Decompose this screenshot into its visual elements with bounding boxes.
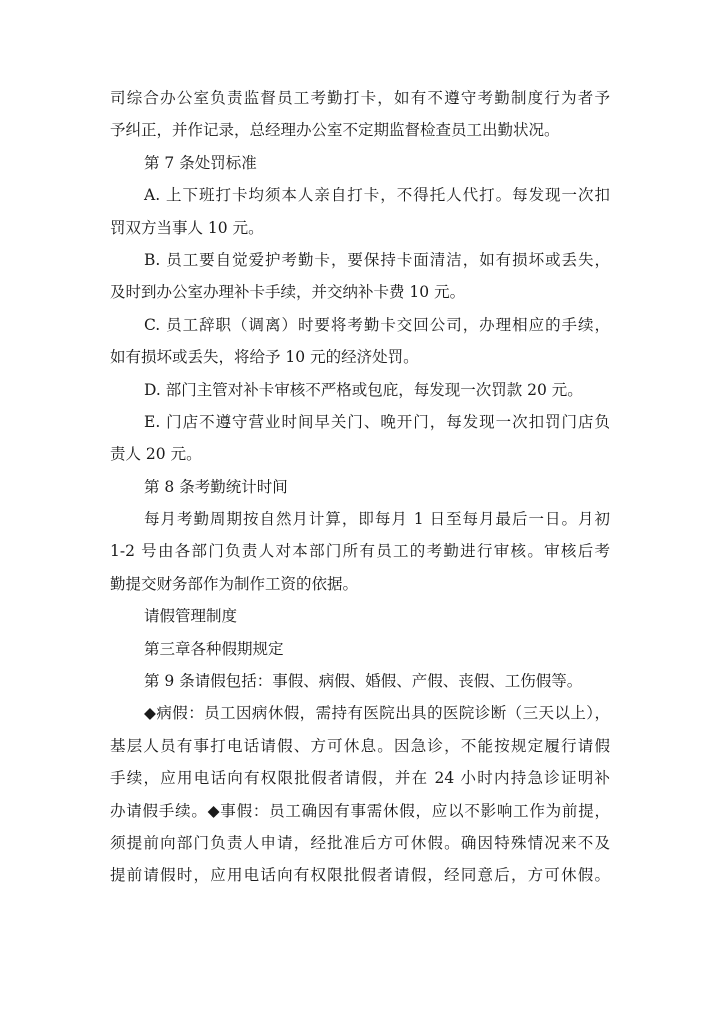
body-line: 罚双方当事人 10 元。 [110, 218, 264, 237]
body-line: 基层人员有事打电话请假、方可休息。因急诊，不能按规定履行请假 [110, 736, 610, 755]
body-line: A. 上下班打卡均须本人亲自打卡，不得托人代打。每发现一次扣 [144, 186, 610, 205]
body-line: C. 员工辞职（调离）时要将考勤卡交回公司，办理相应的手续， [144, 315, 610, 334]
section-heading: 第 7 条处罚标准 [144, 153, 257, 172]
body-line: 司综合办公室负责监督员工考勤打卡，如有不遵守考勤制度行为者予 [110, 89, 610, 107]
body-line: 予纠正，并作记录，总经理办公室不定期监督检查员工出勤状况。 [110, 121, 560, 140]
section-heading: 第 8 条考勤统计时间 [144, 477, 288, 496]
chapter-heading: 第三章各种假期规定 [144, 639, 284, 658]
body-line: 手续，应用电话向有权限批假者请假，并在 24 小时内持急诊证明补 [110, 769, 610, 788]
document-body [110, 82, 610, 892]
section-heading: 请假管理制度 [144, 607, 238, 626]
body-line: B. 员工要自觉爱护考勤卡，要保持卡面清洁，如有损坏或丢失， [144, 250, 610, 269]
body-line: E. 门店不遵守营业时间早关门、晚开门，每发现一次扣罚门店负 [144, 412, 610, 431]
body-line: 每月考勤周期按自然月计算，即每月 1 日至每月最后一日。月初 [144, 510, 610, 529]
body-line: 第 9 条请假包括：事假、病假、婚假、产假、丧假、工伤假等。 [144, 672, 583, 691]
body-line: 办请假手续。◆事假：员工确因有事需休假，应以不影响工作为前提， [110, 801, 610, 820]
body-line: 如有损坏或丢失，将给予 10 元的经济处罚。 [110, 348, 419, 367]
body-line: 及时到办公室办理补卡手续，并交纳补卡费 10 元。 [110, 283, 466, 302]
body-line: ◆病假：员工因病休假，需持有医院出具的医院诊断（三天以上）， [144, 704, 610, 723]
body-line: D. 部门主管对补卡审核不严格或包庇，每发现一次罚款 20 元。 [144, 380, 583, 399]
body-line: 须提前向部门负责人申请，经批准后方可休假。确因特殊情况来不及 [110, 833, 610, 852]
body-line: 1-2 号由各部门负责人对本部门所有员工的考勤进行审核。审核后考 [110, 542, 610, 561]
body-line: 责人 20 元。 [110, 445, 202, 464]
body-line: 提前请假时，应用电话向有权限批假者请假，经同意后，方可休假。 [110, 866, 610, 885]
body-line: 勤提交财务部作为制作工资的依据。 [110, 574, 359, 593]
